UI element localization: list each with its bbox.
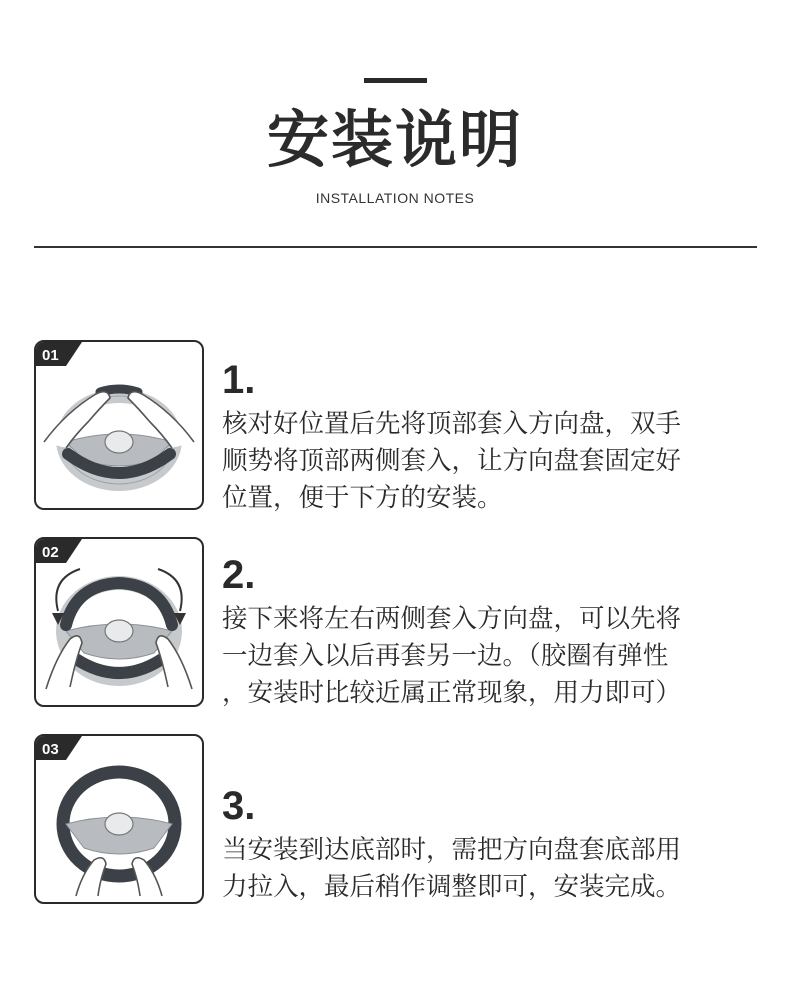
- step-3-illustration: [34, 734, 204, 904]
- svg-text:01: 01: [42, 347, 59, 364]
- step-2: [34, 537, 757, 709]
- step-1-line-3: 位置，便于下方的安装。: [222, 483, 503, 513]
- step-3-number: 3.: [222, 784, 256, 828]
- step-2-line-2: 一边套入以后再套另一边。（胶圈有弹性: [222, 641, 669, 671]
- step-3-line-1: 当安装到达底部时，需把方向盘套底部用: [222, 835, 682, 865]
- step-1-illustration: [34, 340, 204, 510]
- step-1-line-2: 顺势将顶部两侧套入，让方向盘套固定好: [222, 446, 682, 476]
- step-2-illustration: [34, 537, 204, 707]
- svg-text:02: 02: [42, 544, 59, 561]
- step-1: [34, 340, 757, 512]
- step-2-line-1: 接下来将左右两侧套入方向盘，可以先将: [222, 604, 682, 634]
- title-accent-bar: [364, 78, 427, 83]
- svg-text:03: 03: [42, 741, 59, 758]
- step-3-line-2: 力拉入，最后稍作调整即可，安装完成。: [222, 872, 682, 902]
- step-2-text: [222, 601, 762, 712]
- steering-wheel-side-cover-icon: [36, 539, 202, 705]
- step-badge-02: [36, 539, 82, 563]
- step-badge-03: [36, 736, 82, 760]
- header-divider: [34, 246, 757, 248]
- step-3: [34, 734, 757, 906]
- step-2-number: 2.: [222, 553, 256, 597]
- step-1-number: 1.: [222, 358, 256, 402]
- step-2-line-3: ，安装时比较近属正常现象，用力即可）: [222, 678, 682, 708]
- step-3-text: [222, 832, 762, 906]
- page-subtitle: INSTALLATION NOTES: [315, 190, 475, 206]
- step-1-line-1: 核对好位置后先将顶部套入方向盘，双手: [222, 409, 682, 439]
- steering-wheel-top-cover-icon: [36, 342, 202, 508]
- step-badge-01: [36, 342, 82, 366]
- steering-wheel-bottom-cover-icon: [36, 736, 202, 902]
- page-title: 安装说明: [266, 103, 523, 176]
- step-1-text: [222, 406, 762, 517]
